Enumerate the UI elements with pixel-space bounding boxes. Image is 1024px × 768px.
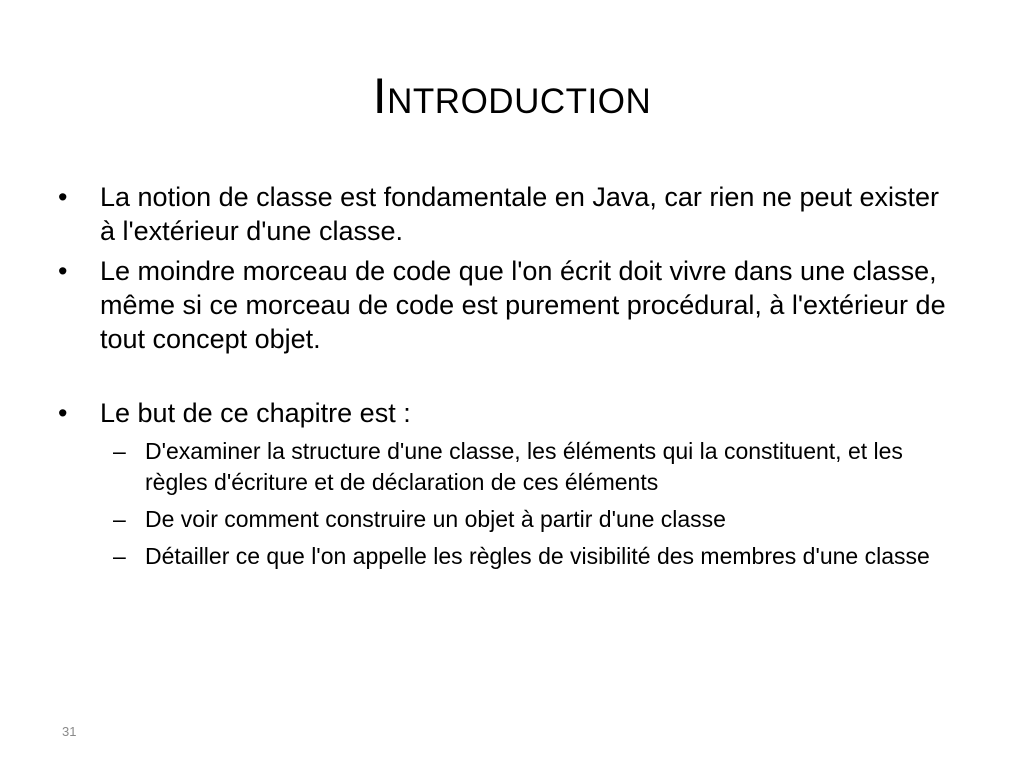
bullet-text: Le but de ce chapitre est : <box>100 398 411 428</box>
bullet-marker: • <box>58 256 68 286</box>
sub-bullet-item <box>58 436 958 498</box>
bullet-marker: • <box>58 398 68 428</box>
bullet-text: La notion de classe est fondamentale en Java, car rien ne peut exister à l'extérieur d'une classe. <box>100 182 940 246</box>
sub-bullet-text: De voir comment construire un objet à partir d'une classe <box>145 506 726 532</box>
bullet-item <box>58 254 958 356</box>
sub-bullet-text: Détailler ce que l'on appelle les règles de visibilité des membres d'une classe <box>145 543 930 569</box>
bullet-item <box>58 396 958 430</box>
slide-title: Introduction <box>372 68 652 124</box>
sub-bullet-marker: – <box>113 438 126 464</box>
sub-bullet-item <box>58 504 958 535</box>
sub-bullet-text: D'examiner la structure d'une classe, les éléments qui la constituent, et les règles d'écriture et de déclaration de ces éléments <box>145 438 903 495</box>
bullet-text: Le moindre morceau de code que l'on écrit doit vivre dans une classe, même si ce morceau de code est purement procédural, à l'extérieur de tout concept objet. <box>100 256 946 354</box>
bullet-item <box>58 180 958 248</box>
bullet-marker: • <box>58 182 68 212</box>
sub-bullet-item <box>58 541 958 572</box>
page-number: 31 <box>62 724 77 739</box>
slide-content <box>58 180 958 572</box>
sub-bullet-marker: – <box>113 506 126 532</box>
sub-bullet-marker: – <box>113 543 126 569</box>
